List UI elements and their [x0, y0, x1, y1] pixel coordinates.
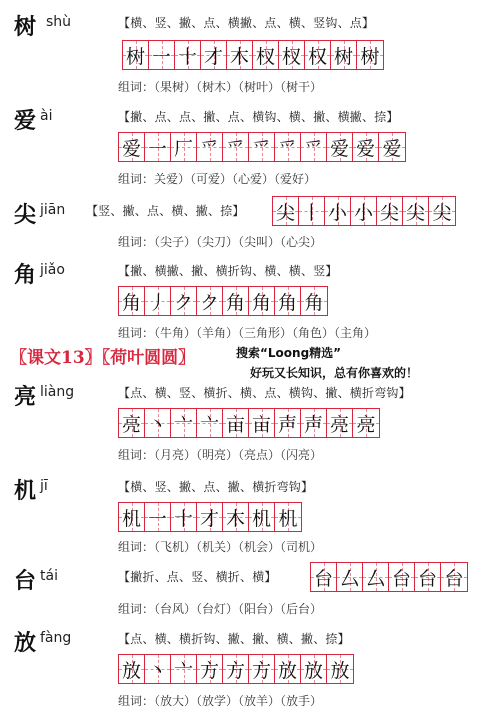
grid-cell [227, 41, 253, 69]
grid-cell-glyph: 才 [203, 45, 223, 68]
grid-cell-glyph: 方 [199, 659, 219, 682]
grid-cell-glyph: 角 [121, 291, 141, 314]
word-examples: 组词：（尖子）（尖刀）（尖叫）（心尖） [118, 235, 323, 249]
grid-cell-glyph: 权 [307, 45, 327, 68]
character: 亮 [14, 384, 37, 410]
word-examples: 组词：（飞机）（机关）（机会）（司机） [118, 540, 323, 554]
writing-grid [118, 502, 302, 532]
grid-cell [197, 655, 223, 683]
stroke-order: 【点、横、竖、横折、横、点、横钩、撇、横折弯钩】 [118, 386, 411, 400]
grid-cell-glyph: 爫 [199, 137, 219, 160]
grid-cell [301, 133, 327, 161]
stroke-order: 【横、竖、撇、点、撇、横折弯钩】 [118, 480, 314, 494]
grid-cell [429, 197, 455, 225]
pinyin: ài [40, 108, 53, 124]
grid-cell-glyph: 台 [417, 567, 437, 590]
grid-cell-glyph: 尖 [405, 201, 425, 224]
grid-cell [353, 409, 379, 437]
grid-cell [353, 133, 379, 161]
grid-cell [171, 287, 197, 315]
stroke-order: 【点、横、横折钩、撇、撇、横、撇、捺】 [118, 632, 350, 646]
grid-cell-glyph: 厶 [365, 567, 385, 590]
grid-cell [305, 41, 331, 69]
grid-cell [119, 503, 145, 531]
grid-cell-glyph: 丨 [301, 201, 321, 224]
stroke-order: 【撇、横撇、撇、横折钩、横、横、竖】 [118, 264, 338, 278]
writing-grid [118, 654, 354, 684]
word-examples: 组词：（果树）（树木）（树叶）（树干） [118, 80, 323, 94]
grid-cell [223, 133, 249, 161]
grid-cell-glyph: 才 [199, 507, 219, 530]
pinyin: fàng [40, 630, 72, 646]
word-examples: 组词：（放大）（放学）（放羊）（放手） [118, 694, 323, 708]
promo-line-2: 好玩又长知识，总有你喜欢的！ [250, 366, 419, 380]
grid-cell [149, 41, 175, 69]
grid-cell [403, 197, 429, 225]
grid-cell [119, 133, 145, 161]
grid-cell-glyph: 方 [251, 659, 271, 682]
grid-cell [301, 287, 327, 315]
grid-cell [249, 133, 275, 161]
grid-cell-glyph: 放 [121, 659, 141, 682]
stroke-order: 【竖、撇、点、横、撇、捺】 [86, 204, 245, 218]
grid-cell-glyph: 放 [303, 659, 323, 682]
grid-cell-glyph: 树 [125, 45, 145, 68]
grid-cell-glyph: 机 [278, 507, 298, 530]
grid-cell [171, 409, 197, 437]
grid-cell [337, 563, 363, 591]
grid-cell-glyph: 十 [177, 45, 197, 68]
grid-cell-glyph: 杈 [255, 45, 275, 68]
grid-cell-glyph: 声 [303, 413, 323, 436]
writing-grid [272, 196, 456, 226]
grid-cell [197, 409, 223, 437]
grid-cell-glyph: 一 [151, 45, 171, 68]
character: 放 [14, 630, 37, 656]
grid-cell-glyph: 爱 [382, 137, 402, 160]
grid-cell [275, 409, 301, 437]
grid-cell [389, 563, 415, 591]
character: 爱 [14, 108, 37, 134]
grid-cell [223, 655, 249, 683]
grid-cell [145, 287, 171, 315]
writing-grid [118, 408, 380, 438]
pinyin: tái [40, 568, 58, 584]
grid-cell-glyph: 亠 [199, 413, 219, 436]
grid-cell-glyph: 爫 [277, 137, 297, 160]
grid-cell [171, 133, 197, 161]
grid-cell [275, 133, 301, 161]
grid-cell-glyph: 尖 [275, 201, 295, 224]
pinyin: liàng [40, 384, 75, 400]
grid-cell-glyph: 放 [277, 659, 297, 682]
grid-cell [331, 41, 357, 69]
grid-cell [275, 503, 301, 531]
grid-cell [145, 503, 171, 531]
grid-cell-glyph: 丶 [147, 659, 167, 682]
grid-cell-glyph: 角 [225, 291, 245, 314]
grid-cell-glyph: 丿 [147, 291, 167, 314]
grid-cell [275, 287, 301, 315]
grid-cell [377, 197, 403, 225]
grid-cell [145, 133, 171, 161]
stroke-order: 【撇、点、点、撇、点、横钩、横、撇、横撇、捺】 [118, 110, 399, 124]
grid-cell-glyph: 机 [121, 507, 141, 530]
grid-cell [175, 41, 201, 69]
grid-cell-glyph: 树 [333, 45, 353, 68]
grid-cell [363, 563, 389, 591]
stroke-order: 【横、竖、撇、点、横撇、点、横、竖钩、点】 [118, 16, 375, 30]
grid-cell-glyph: 小 [353, 201, 373, 224]
grid-cell-glyph: 亠 [173, 659, 193, 682]
grid-cell [223, 287, 249, 315]
grid-cell-glyph: 放 [330, 659, 350, 682]
grid-cell-glyph: 爱 [121, 137, 141, 160]
word-examples: 组词：（台风）（台灯）（阳台）（后台） [118, 602, 323, 616]
grid-cell-glyph: 爫 [225, 137, 245, 160]
grid-cell [311, 563, 337, 591]
word-examples: 组词：（牛角）（羊角）（三角形）（角色）（主角） [118, 326, 377, 340]
grid-cell [123, 41, 149, 69]
grid-cell [379, 133, 405, 161]
character: 机 [14, 478, 37, 504]
grid-cell-glyph: 木 [229, 45, 249, 68]
grid-cell-glyph: 爱 [355, 137, 375, 160]
grid-cell-glyph: 爫 [303, 137, 323, 160]
grid-cell [301, 655, 327, 683]
grid-cell [197, 503, 223, 531]
grid-cell-glyph: 亩 [251, 413, 271, 436]
grid-cell [357, 41, 383, 69]
grid-cell-glyph: 木 [225, 507, 245, 530]
grid-cell [273, 197, 299, 225]
character: 角 [14, 262, 37, 288]
grid-cell [197, 133, 223, 161]
grid-cell-glyph: 亠 [173, 413, 193, 436]
grid-cell [249, 655, 275, 683]
grid-cell-glyph: ク [173, 291, 193, 314]
grid-cell [441, 563, 467, 591]
grid-cell-glyph: 厶 [339, 567, 359, 590]
grid-cell-glyph: 杈 [281, 45, 301, 68]
stroke-order: 【撇折、点、竖、横折、横】 [118, 570, 277, 584]
lesson-heading: 〖课文13〗〖荷叶圆圆〗 [10, 348, 196, 368]
grid-cell [197, 287, 223, 315]
grid-cell-glyph: 台 [391, 567, 411, 590]
grid-cell-glyph: 角 [251, 291, 271, 314]
pinyin: jiān [40, 202, 66, 218]
character: 树 [14, 14, 37, 40]
grid-cell [301, 409, 327, 437]
grid-cell [201, 41, 227, 69]
writing-grid [118, 286, 328, 316]
grid-cell [327, 133, 353, 161]
grid-cell-glyph: 树 [360, 45, 380, 68]
grid-cell [253, 41, 279, 69]
grid-cell [279, 41, 305, 69]
grid-cell [249, 503, 275, 531]
grid-cell [119, 287, 145, 315]
grid-cell-glyph: 亮 [329, 413, 349, 436]
pinyin: jiǎo [40, 262, 65, 278]
grid-cell [275, 655, 301, 683]
character: 台 [14, 568, 37, 594]
grid-cell-glyph: 爫 [251, 137, 271, 160]
grid-cell-glyph: 亮 [121, 413, 141, 436]
grid-cell [145, 655, 171, 683]
grid-cell-glyph: 亮 [356, 413, 376, 436]
promo-line-1: 搜索“Loong精选” [236, 346, 342, 360]
grid-cell [415, 563, 441, 591]
grid-cell [327, 409, 353, 437]
grid-cell [249, 287, 275, 315]
grid-cell-glyph: 一 [147, 507, 167, 530]
grid-cell-glyph: 十 [173, 507, 193, 530]
grid-cell-glyph: 丶 [147, 413, 167, 436]
grid-cell-glyph: 角 [277, 291, 297, 314]
grid-cell-glyph: 亩 [225, 413, 245, 436]
grid-cell-glyph: 角 [304, 291, 324, 314]
grid-cell-glyph: 声 [277, 413, 297, 436]
pinyin: shù [46, 14, 72, 30]
grid-cell [325, 197, 351, 225]
grid-cell-glyph: 尖 [432, 201, 452, 224]
writing-grid [118, 132, 406, 162]
grid-cell [119, 409, 145, 437]
writing-grid [310, 562, 468, 592]
character: 尖 [14, 202, 37, 228]
grid-cell-glyph: 方 [225, 659, 245, 682]
grid-cell [327, 655, 353, 683]
grid-cell [119, 655, 145, 683]
grid-cell [223, 503, 249, 531]
grid-cell [145, 409, 171, 437]
grid-cell-glyph: 小 [327, 201, 347, 224]
grid-cell-glyph: 一 [147, 137, 167, 160]
grid-cell [171, 503, 197, 531]
grid-cell-glyph: 厂 [173, 137, 193, 160]
grid-cell [223, 409, 249, 437]
grid-cell-glyph: 台 [444, 567, 464, 590]
grid-cell-glyph: 爱 [329, 137, 349, 160]
grid-cell-glyph: 台 [313, 567, 333, 590]
grid-cell-glyph: ク [199, 291, 219, 314]
grid-cell [299, 197, 325, 225]
pinyin: jī [40, 478, 48, 494]
grid-cell [249, 409, 275, 437]
grid-cell [351, 197, 377, 225]
grid-cell-glyph: 机 [251, 507, 271, 530]
grid-cell-glyph: 尖 [379, 201, 399, 224]
writing-grid [122, 40, 384, 70]
grid-cell [171, 655, 197, 683]
word-examples: 组词：关爱）（可爱）（心爱）（爱好） [118, 172, 317, 186]
word-examples: 组词：（月亮）（明亮）（亮点）（闪亮） [118, 448, 323, 462]
